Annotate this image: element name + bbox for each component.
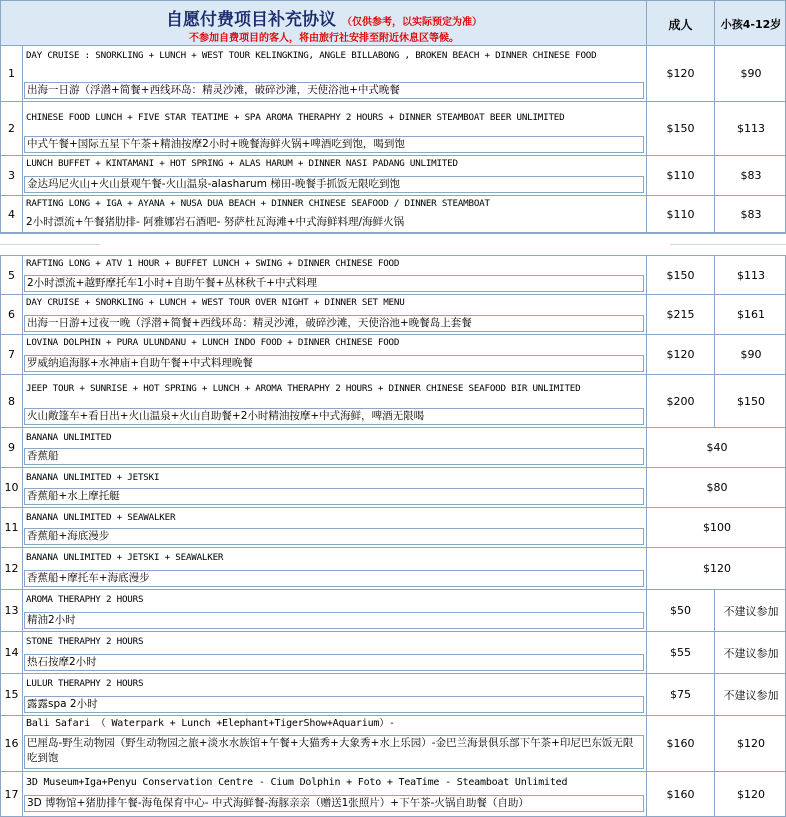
col-child-header: 小孩4-12岁 [720, 18, 782, 31]
table-row [0, 46, 786, 102]
adult-price: $120 [647, 46, 715, 101]
row-number: 17 [1, 772, 23, 816]
row-number: 15 [1, 674, 23, 715]
table-header [0, 0, 786, 46]
row-english: LUNCH BUFFET + KINTAMANI + HOT SPRING + ALAS HARUM + DINNER NASI PADANG UNLIMITED [26, 158, 458, 169]
row-number: 1 [1, 46, 23, 101]
row-number: 7 [1, 335, 23, 374]
row-description [23, 468, 647, 507]
adult-price: $160 [647, 772, 715, 816]
row-number: 9 [1, 428, 23, 467]
row-number: 8 [1, 375, 23, 427]
row-english: AROMA THERAPHY 2 HOURS [26, 594, 144, 605]
row-english: BANANA UNLIMITED [26, 432, 112, 443]
row-chinese: 露露spa 2小时 [24, 696, 644, 713]
row-chinese: 香蕉船+水上摩托艇 [24, 488, 644, 505]
child-price: $90 [740, 348, 762, 361]
row-english: LOVINA DOLPHIN + PURA ULUNDANU + LUNCH INDO FOOD + DINNER CHINESE FOOD [26, 337, 400, 348]
child-price: 不建议参加 [723, 646, 779, 660]
row-english: Bali Safari （ Waterpark + Lunch +Elephant+TigerShow+Aquarium）- [26, 718, 395, 729]
row-description [23, 428, 647, 467]
table-row [0, 508, 786, 548]
row-description [23, 295, 647, 334]
adult-price: $200 [647, 375, 715, 427]
adult-price: $215 [647, 295, 715, 334]
row-description [23, 674, 647, 715]
row-chinese: 香蕉船 [24, 448, 644, 465]
row-number: 14 [1, 632, 23, 673]
table-row [0, 548, 786, 590]
gap-divider [670, 244, 786, 245]
table-row [0, 772, 786, 817]
page-title: 自愿付费项目补充协议 [166, 10, 336, 30]
row-chinese: 出海一日游（浮潜+简餐+西线环岛：精灵沙滩，破碎沙滩，天使浴池+中式晚餐 [24, 82, 644, 99]
child-price: $120 [737, 787, 765, 801]
flat-price: $100 [703, 521, 731, 534]
row-chinese: 热石按摩2小时 [24, 654, 644, 671]
row-number: 4 [1, 196, 23, 232]
row-chinese: 2小时漂流+午餐猪肋排- 阿雅娜岩石酒吧- 努萨杜瓦海滩+中式海鲜料理/海鲜火锅 [24, 215, 644, 230]
table-row [0, 335, 786, 375]
title-note: （仅供参考，以实际预定为准） [342, 17, 482, 28]
row-chinese: 香蕉船+海底漫步 [24, 528, 644, 545]
row-description [23, 46, 647, 101]
row-description [23, 548, 647, 589]
child-price: $83 [740, 207, 762, 221]
row-description [23, 196, 647, 232]
row-number: 12 [1, 548, 23, 589]
table-row [0, 716, 786, 772]
row-chinese: 罗威纳追海豚+水神庙+自助午餐+中式料理晚餐 [24, 355, 644, 372]
row-description [23, 590, 647, 631]
row-english: CHINESE FOOD LUNCH + FIVE STAR TEATIME + SPA AROMA THERAPHY 2 HOURS + DINNER STEAMBOAT BEER UNLIMITED [26, 112, 565, 123]
table-row [0, 375, 786, 428]
flat-price: $40 [706, 441, 728, 454]
adult-price: $110 [647, 196, 715, 232]
gap-divider [0, 244, 100, 245]
adult-price: $150 [647, 256, 715, 294]
row-chinese: 2小时漂流+越野摩托车1小时+自助午餐+丛林秋千+中式料理 [24, 275, 644, 292]
row-chinese: 出海一日游+过夜一晚（浮潜+简餐+西线环岛：精灵沙滩，破碎沙滩，天使浴池+晚餐岛上套餐 [24, 315, 644, 332]
row-description [23, 772, 647, 816]
child-price: $113 [737, 122, 765, 135]
table-row [0, 590, 786, 632]
child-price: $83 [740, 169, 762, 182]
row-number: 5 [1, 256, 23, 294]
row-description [23, 335, 647, 374]
child-price: $113 [737, 268, 765, 282]
table-row [0, 295, 786, 335]
page-break-gap [0, 233, 786, 255]
row-number: 3 [1, 156, 23, 195]
row-english: BANANA UNLIMITED + JETSKI + SEAWALKER [26, 552, 224, 563]
subtitle: 不参加自费项目的客人，将由旅行社安排至附近休息区等候。 [189, 33, 459, 44]
child-price: $120 [737, 737, 765, 750]
row-english: BANANA UNLIMITED + JETSKI [26, 472, 160, 483]
table-row [0, 102, 786, 156]
row-chinese: 巴厘岛-野生动物园（野生动物园之旅+淡水水族馆+午餐+大猫秀+大象秀+水上乐园）-金巴兰海景俱乐部下午茶+印尼巴东饭无限吃到饱 [24, 735, 644, 769]
table-row [0, 632, 786, 674]
row-description [23, 716, 647, 771]
child-price: $90 [740, 67, 762, 80]
adult-price: $150 [647, 102, 715, 155]
adult-price: $120 [647, 335, 715, 374]
row-chinese: 金达玛尼火山+火山景观午餐-火山温泉-alasharum 梯田-晚餐手抓饭无限吃到饱 [24, 176, 644, 193]
table-row [0, 468, 786, 508]
title-cell [1, 1, 647, 47]
adult-price: $75 [647, 674, 715, 715]
table-row [0, 156, 786, 196]
child-price: 不建议参加 [723, 604, 779, 618]
row-english: DAY CRUISE + SNORKLING + LUNCH + WEST TOUR OVER NIGHT + DINNER SET MENU [26, 297, 405, 308]
row-english: STONE THERAPHY 2 HOURS [26, 636, 144, 647]
row-chinese: 香蕉船+摩托车+海底漫步 [24, 570, 644, 587]
row-number: 10 [1, 468, 23, 507]
row-description [23, 375, 647, 427]
row-english: RAFTING LONG + ATV 1 HOUR + BUFFET LUNCH + SWING + DINNER CHINESE FOOD [26, 258, 400, 269]
row-number: 16 [1, 716, 23, 771]
row-description [23, 102, 647, 155]
col-adult-header: 成人 [647, 1, 715, 47]
row-number: 13 [1, 590, 23, 631]
table-row [0, 674, 786, 716]
row-description [23, 632, 647, 673]
child-price: $150 [737, 394, 765, 408]
flat-price: $120 [703, 562, 731, 575]
adult-price: $55 [647, 632, 715, 673]
row-number: 2 [1, 102, 23, 155]
adult-price: $110 [647, 156, 715, 195]
row-chinese: 精油2小时 [24, 612, 644, 629]
flat-price: $80 [706, 481, 728, 494]
table-row [0, 255, 786, 295]
row-english: DAY CRUISE : SNORKLING + LUNCH + WEST TOUR KELINGKING, ANGLE BILLABONG , BROKEN BEACH + DINNER CHINESE FOOD [26, 50, 597, 61]
row-chinese: 中式午餐+国际五星下午茶+精油按摩2小时+晚餐海鲜火锅+啤酒吃到饱，喝到饱 [24, 136, 644, 153]
row-description [23, 508, 647, 547]
child-price: $161 [737, 308, 765, 321]
row-english: BANANA UNLIMITED + SEAWALKER [26, 512, 176, 523]
row-chinese: 3D 博物馆+猪肋排午餐-海龟保育中心- 中式海鲜餐-海豚亲亲（赠送1张照片）+下午茶-火锅自助餐（自助） [24, 795, 644, 812]
row-description [23, 256, 647, 294]
row-chinese: 火山敞篷车+看日出+火山温泉+火山自助餐+2小时精油按摩+中式海鲜，啤酒无限喝 [24, 408, 644, 425]
row-english: JEEP TOUR + SUNRISE + HOT SPRING + LUNCH + AROMA THERAPHY 2 HOURS + DINNER CHINESE SEAFOOD BIR UNLIMITED [26, 383, 581, 394]
table-row [0, 428, 786, 468]
row-english: RAFTING LONG + IGA + AYANA + NUSA DUA BEACH + DINNER CHINESE SEAFOOD / DINNER STEAMBOAT [26, 198, 490, 209]
child-price: 不建议参加 [723, 688, 779, 702]
row-number: 11 [1, 508, 23, 547]
row-english: LULUR THERAPHY 2 HOURS [26, 678, 144, 689]
row-description [23, 156, 647, 195]
table-row [0, 196, 786, 233]
row-number: 6 [1, 295, 23, 334]
adult-price: $50 [647, 590, 715, 631]
row-english: 3D Museum+Iga+Penyu Conservation Centre - Cium Dolphin + Foto + TeaTime - Steamboat Unlimited [26, 777, 568, 788]
adult-price: $160 [647, 716, 715, 771]
